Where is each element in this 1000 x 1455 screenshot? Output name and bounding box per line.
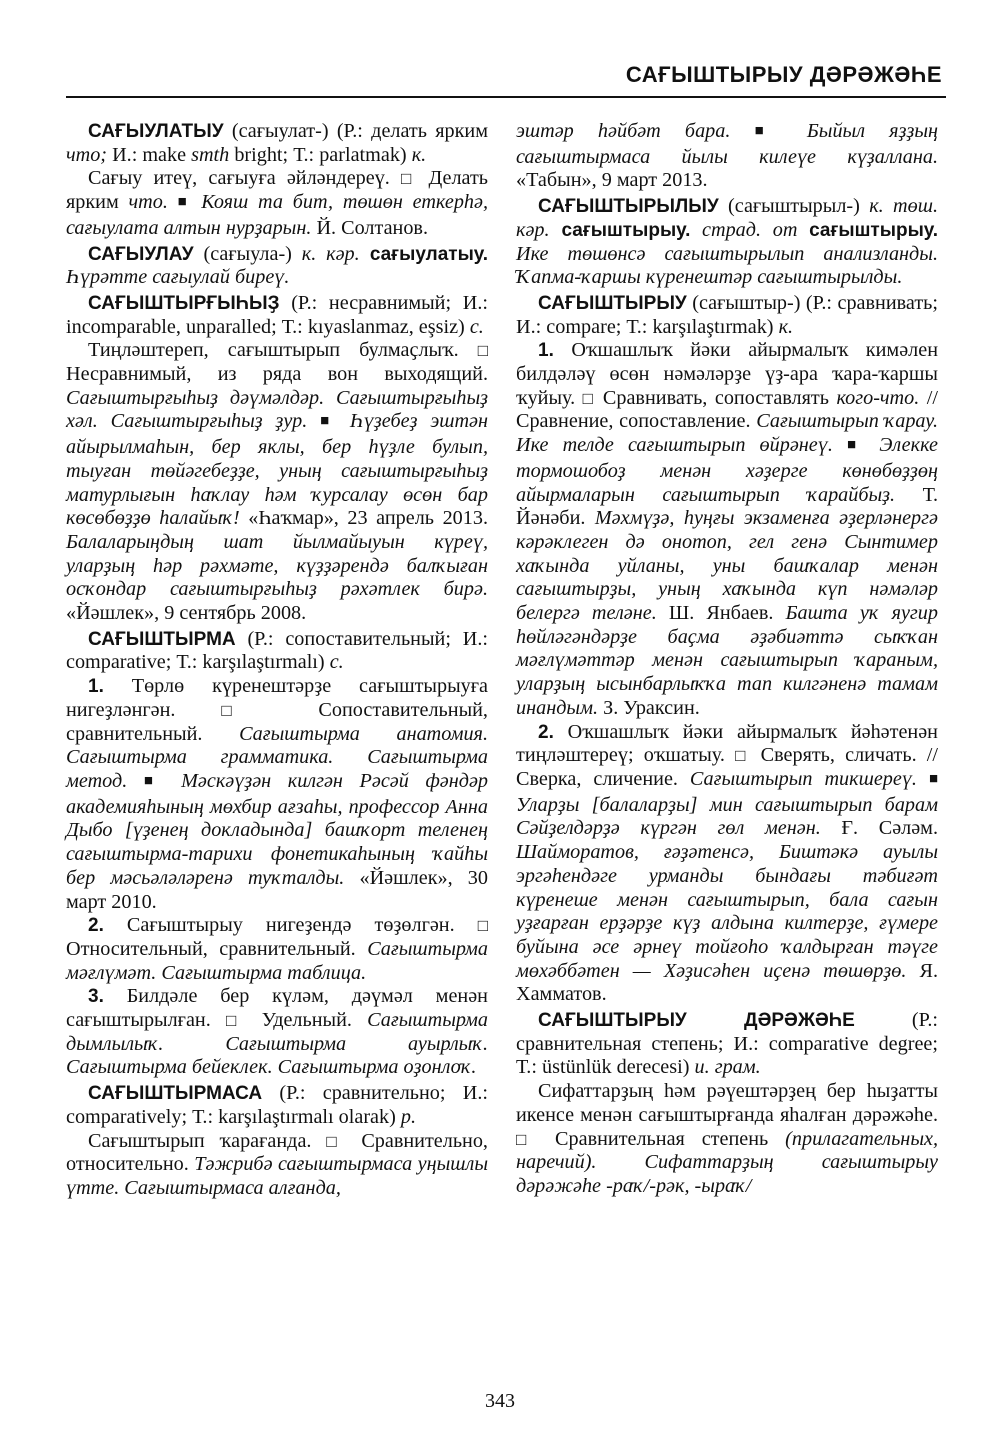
entry-sagyshtyryu <box>516 292 938 1007</box>
example: Сағыштырып ҡарау. Ике телде сағыштырып өйрәнеү. <box>516 410 938 457</box>
example: Быйыл яҙҙың сағыштырмаса йылы килеүе күҙаллана. <box>516 120 939 168</box>
grammar-info: (сағыштыр-) (Р.: сравнивать; И.: compare; Т.: karşılaştırmak) <box>516 291 938 338</box>
black-square-icon: ■ <box>320 413 338 430</box>
definition-text: Оҡшашлыҡ йәки айырмалыҡ йәһәтенән тиңләштереү; оҡшатыу. <box>516 720 938 767</box>
source: Ғ. Сәләм. <box>820 817 939 840</box>
entry-sagyshtyrgyhyz <box>66 292 488 626</box>
square-icon: □ <box>477 341 488 361</box>
grammar-info: (Р.: сравнительная степень; И.: comparative degree; Т.: üstünlük derecesi) <box>516 1009 938 1079</box>
entry-head-line <box>66 1082 488 1129</box>
example: Сағыштырғыһыҙ дәүмәлдәр. Сағыштырғыһыҙ хәл. Сағыштырғыһыҙ ҙур. <box>66 386 488 433</box>
example: Сағыштырма мәғлүмәт. Сағыштырма таблица. <box>66 937 488 984</box>
sense-number: 3. <box>88 986 104 1008</box>
translation: // Сравнение, сопоставление. <box>516 386 939 433</box>
black-square-icon: ■ <box>177 194 192 211</box>
grammar-info: (Р.: несравнимый; И.: incomparable, unparalled; Т.: kıyaslanmaz, eşsiz) <box>66 291 488 338</box>
sense-1 <box>66 675 488 914</box>
translation: Относительный, сравнительный. <box>66 937 368 960</box>
translation: Делать ярким <box>66 167 488 214</box>
square-icon: □ <box>735 746 751 766</box>
pos-label: к. <box>411 143 427 166</box>
entry-head-line <box>66 243 488 290</box>
translation: Сравнительно, относительно. <box>66 1129 488 1176</box>
entry-sagyshtyryu-darajahe <box>516 1009 938 1199</box>
definition <box>66 339 488 625</box>
sense-number: 2. <box>538 721 554 743</box>
sense-2 <box>66 914 488 985</box>
sense-1 <box>516 339 938 720</box>
entry-head-line <box>66 292 488 339</box>
entry-head-line <box>516 292 938 339</box>
grammar-info: (сағыштырыл-) <box>718 195 870 218</box>
sense-number: 2. <box>88 915 104 937</box>
translation: Сверять, сличать. // Сверка, сличение. <box>516 744 939 790</box>
cross-reference: сағыштырыу. <box>809 219 938 241</box>
translation: Сравнительная степень <box>538 1127 786 1150</box>
continued-example <box>516 120 938 193</box>
entry-head-line <box>66 120 488 167</box>
grammar-info: (Р.: сопоставительный; И.: comparative; Т.: karşılaştırmalı) <box>66 627 488 674</box>
square-icon: □ <box>582 388 596 408</box>
italic-text: страд. от <box>690 218 810 241</box>
square-icon: □ <box>221 700 273 720</box>
translation: Сравнивать, сопоставлять <box>595 386 837 409</box>
black-square-icon: ■ <box>847 437 866 454</box>
headword: САҒЫШТЫРМАСА <box>88 1083 263 1105</box>
entry-head-line <box>66 628 488 675</box>
sense-number: 1. <box>88 676 104 698</box>
black-square-icon: ■ <box>928 770 938 787</box>
sense-3 <box>66 985 488 1080</box>
definition-text: Сағыштырыу нигеҙендә төҙөлгән. <box>103 914 478 937</box>
example: Сағыштырып тикшереү. <box>689 767 917 790</box>
grammar-info: (сағыула-) <box>193 242 302 265</box>
italic-text: что. <box>128 191 168 214</box>
grammar-info: (Р.: сравнительно; И.: comparatively; Т.: karşılaştırmalı olarak) <box>66 1082 488 1128</box>
example: Кояш та бит, төшөн еткерһә, сағыулата алтын нурҙарын. <box>66 191 489 239</box>
definition <box>66 167 488 240</box>
headword: САҒЫШТЫРЫУ <box>538 292 687 314</box>
source: «Һаҡмар», 23 апрель 2013. <box>239 507 488 530</box>
square-icon: □ <box>226 1011 247 1031</box>
example: Уларҙы [балаларҙы] мин сағыштырып барам Сәйҙелдәрҙә күргән гөл менән. <box>516 793 938 840</box>
square-icon: □ <box>326 1131 347 1151</box>
definition-text: Төрлө күренештәрҙе сағыштырыуға нигеҙләнгән. <box>66 675 488 721</box>
square-icon: □ <box>516 1129 539 1149</box>
example: Ике төшөнсә сағыштырылып анализланды. Ҡапма-ҡаршы күренештәр сағыштырылды. <box>516 242 938 289</box>
headword: САҒЫУЛАУ <box>88 243 194 265</box>
example: эштәр һәйбәт бара. <box>516 120 731 142</box>
entry-sagyshtyrmasa <box>66 1082 488 1201</box>
translation: bright; Т.: parlatmak) <box>229 143 412 166</box>
pos-label: с. <box>329 651 344 674</box>
pos-label: с. <box>469 315 484 338</box>
black-square-icon: ■ <box>754 123 783 139</box>
definition-text: Сағыу итеү, сағыуға әйләндереү. <box>88 167 401 190</box>
definition-text: Билдәле бер күләм, дәүмәл менән сағыштырылған. <box>66 985 488 1032</box>
italic-text: что; <box>66 143 108 166</box>
running-title: САҒЫШТЫРЫУ ДӘРӘЖӘҺЕ <box>625 62 942 87</box>
source: Й. Солтанов. <box>311 216 429 239</box>
example: Балаларыңдың шат йылмайыуын күреү, уларҙың һәр рәхмәте, күҙҙәрендә балҡыған осҡондар сағыштырғыһыҙ рәхәтлек бирә. <box>66 530 488 601</box>
example: Элекке тормошобоҙ менән хәҙерге көнөбөҙҙөң айырмаларын сағыштырып ҡарайбыҙ. <box>516 434 938 506</box>
translation: Сопоставительный, сравнительный. <box>66 698 488 745</box>
entry-sagyulatyu <box>66 120 488 241</box>
definition-text: Тиңләштереп, сағыштырып булмаҫлыҡ. <box>88 339 478 362</box>
italic-text: кого-что. <box>836 386 920 409</box>
source: «Йәшлек», 9 сентябрь 2008. <box>66 602 307 625</box>
black-square-icon: ■ <box>143 772 165 789</box>
pos-label: к. <box>778 315 794 338</box>
example: (прилагательных, наречий). Сифаттарҙың сағыштырыу дәрәжәһе -раҡ/-рәк, -ыраҡ/ <box>516 1127 938 1197</box>
square-icon: □ <box>477 916 488 936</box>
entry-head-line <box>516 195 938 290</box>
source: Т. Йәнәби. <box>516 483 938 530</box>
headword: САҒЫУЛАТЫУ <box>88 121 224 142</box>
definition-text: Оҡшашлыҡ йәки айырмалыҡ кимәлен билдәләү өсөн нәмәләрҙе үҙ-ара ҡара-ҡаршы ҡуйыу. <box>516 339 938 409</box>
example: Сағыштырма дымлылыҡ. Сағыштырма ауырлыҡ. Сағыштырма бейеклек. Сағыштырма оҙонлоҡ. <box>66 1009 488 1079</box>
pos-label: и. грам. <box>694 1056 761 1079</box>
cross-reference: сағыулатыу. <box>359 243 488 265</box>
definition <box>516 1080 938 1199</box>
definition-text: Сифаттарҙың һәм рәүештәрҙең бер һыҙатты икенсе менән сағыштырғанда яһалған дәрәжәһе. <box>516 1080 938 1126</box>
example: Шайморатов, ғәҙәтенсә, Биштәкә ауылы эргәһендәге урманды бындағы тәбиғәт күренеше менән сағыштырып, бала сағын уҙғарған ерҙәрҙе күҙ алдына килтерҙе, ғүмере буйына әсе әрнеү тойғоһо ҡалдырған тәүге мөхәббәтен — Хәҙисәһен иҫенә төшөрҙө. <box>516 841 938 982</box>
entry-sagyshtyrylyu <box>516 195 938 290</box>
square-icon: □ <box>400 169 418 189</box>
pos-label: к. кәр. <box>301 242 360 265</box>
page-number: 343 <box>485 1390 515 1412</box>
cross-reference: сағыштырыу. <box>549 219 691 241</box>
example: Сағыштырма анатомия. Сағыштырма грамматика. Сағыштырма метод. <box>66 722 488 792</box>
example: Һүҙебеҙ эштән айырылмаһын, бер яклы, бер һүҙле булып, тыуған төйәгебеҙҙе, уның сағыштырғыһыҙ матурлығын һаҡлау һәм ҡурсалау өсөн бар көсөбөҙҙө һалайыҡ! <box>66 410 489 530</box>
definition <box>66 1130 488 1201</box>
entry-continuation <box>516 120 938 193</box>
entry-sagyulau <box>66 243 488 290</box>
pos-label: р. <box>400 1105 417 1128</box>
pos-label: к. төш. кәр. <box>516 195 938 241</box>
sense-number: 1. <box>538 340 554 362</box>
example: Башта уҡ яугир һөйләгәндәрҙе баҫма әҙәбиәттә сыҡҡан мәғлүмәттәр менән сағыштырып ҡараным, уларҙың ысынбарлыҡҡа тап килгәненә тамам инандым. <box>516 602 938 719</box>
example: Мәскәүҙән килгән Рәсәй фәндәр академияһының мөхбир ағзаһы, профессор Анна Дыбо [үҙенең докладында] башҡорт теленең сағыштырма-тарихи фонетикаһының ҡайһы бер мәсьәләләренә туҡталды. <box>66 769 489 889</box>
example: Мәхмүҙә, һуңғы экзаменға әҙерләнергә кәрәклеген дә онотоп, гел генә Сынтимер хаҡында уйланы, уны башҡалар менән сағыштырҙы, уның хаҡында күп нәмәләр белергә теләне. <box>516 507 938 625</box>
example: Тәжрибә сағыштырмаса уңышлы үтте. Сағыштырмаса алғанда, <box>66 1153 488 1199</box>
left-column <box>66 120 488 1203</box>
headword: САҒЫШТЫРМА <box>88 628 236 650</box>
headword: САҒЫШТЫРЫУ ДӘРӘЖӘҺЕ <box>538 1010 855 1032</box>
headword: САҒЫШТЫРЫЛЫУ <box>538 196 719 218</box>
definition-text: Сағыштырып ҡарағанда. <box>88 1129 327 1152</box>
headword: САҒЫШТЫРҒЫҺЫҘ <box>88 292 280 314</box>
translation: И.: make <box>107 143 192 166</box>
grammar-info: (сағыулат-) (Р.: делать ярким <box>223 120 488 142</box>
sense-2 <box>516 721 938 1007</box>
example: Һүрәтте сағыулай биреү. <box>66 266 290 289</box>
entry-sagyshtyrma <box>66 628 488 1080</box>
right-column <box>516 120 938 1201</box>
source: «Йәшлек», 30 март 2010. <box>66 866 488 913</box>
entry-head-line <box>516 1009 938 1080</box>
source: «Табын», 9 март 2013. <box>516 169 708 192</box>
running-header <box>66 60 946 98</box>
translation: Несравнимый, из ряда вон выходящий. <box>66 363 488 386</box>
source: З. Ураксин. <box>598 696 700 719</box>
source: Ш. Янбаев. <box>656 602 786 625</box>
italic-text: smth <box>191 143 230 166</box>
source: Я. Хамматов. <box>516 959 938 1006</box>
translation: Удельный. <box>246 1009 368 1032</box>
